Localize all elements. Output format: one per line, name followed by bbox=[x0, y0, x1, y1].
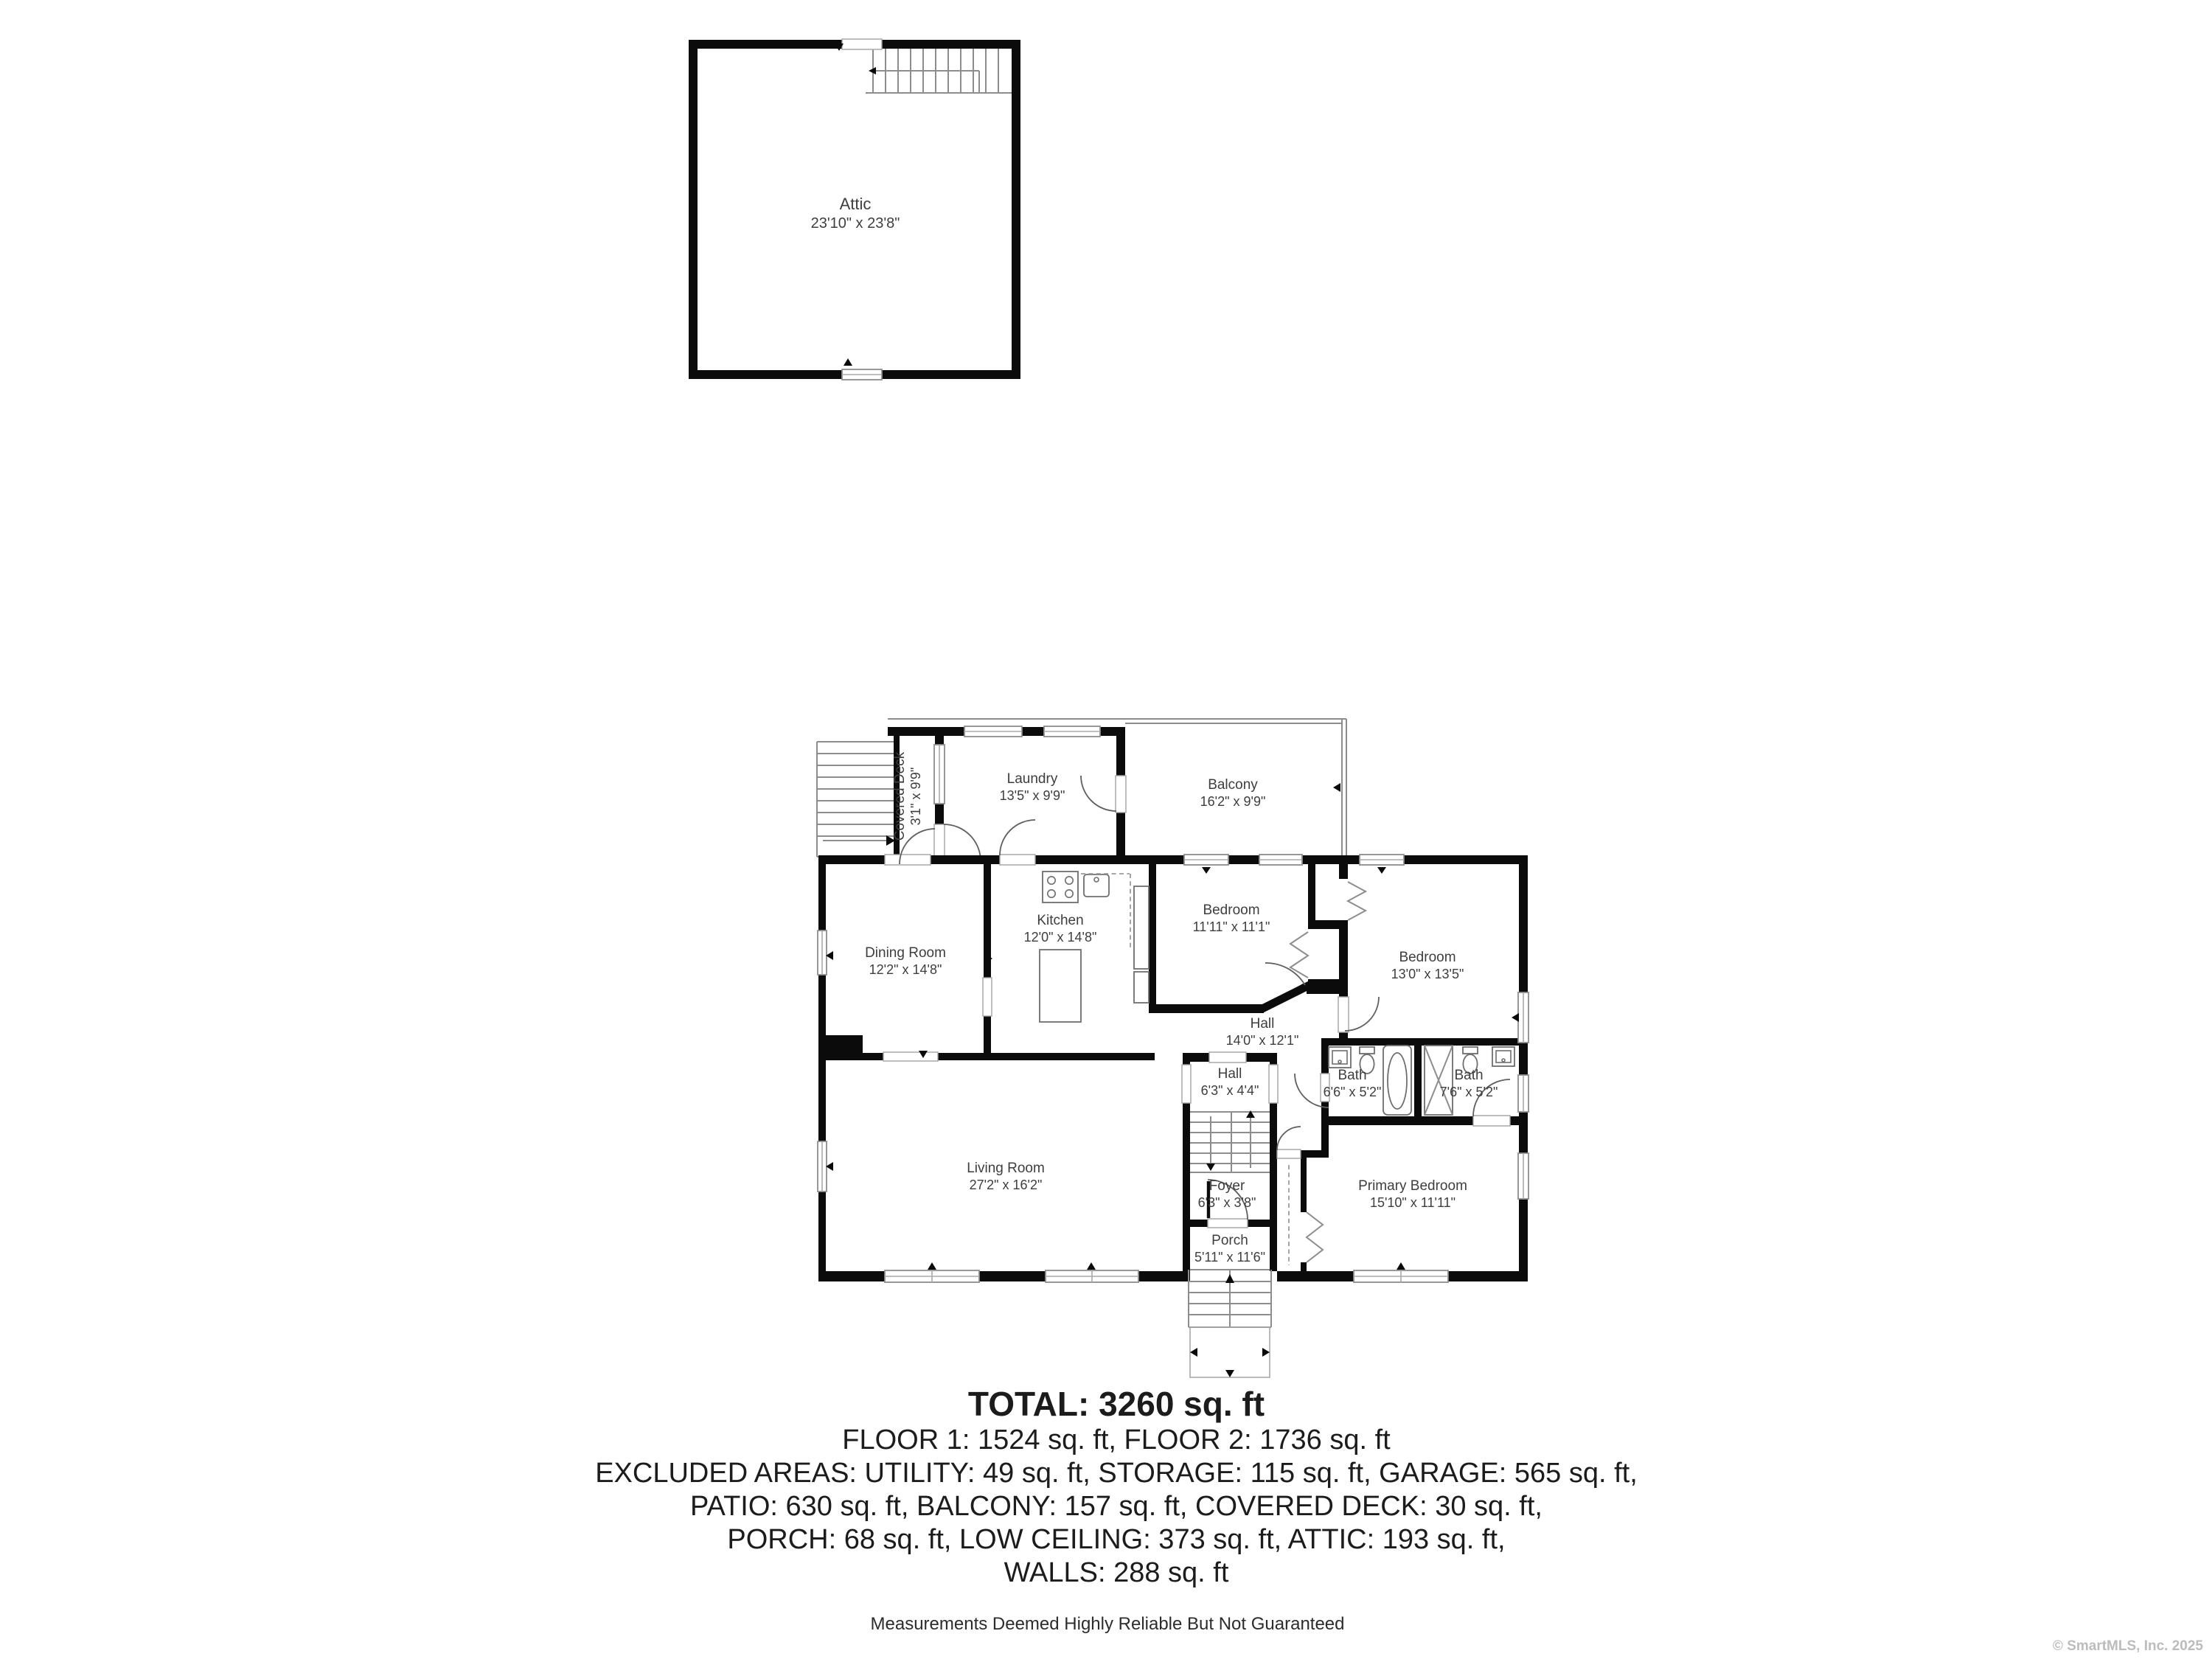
attic-stairs bbox=[866, 49, 1012, 93]
bath-left-dims: 6'6" x 5'2" bbox=[1323, 1085, 1382, 1099]
summary-excluded-3: PORCH: 68 sq. ft, LOW CEILING: 373 sq. ft, ATTIC: 193 sq. ft, bbox=[727, 1524, 1506, 1555]
bath-right-dims: 7'6" x 5'2" bbox=[1439, 1085, 1498, 1099]
main-floor-plan bbox=[818, 783, 1528, 1377]
primary-bedroom-label: Primary Bedroom bbox=[1358, 1178, 1467, 1194]
attic-plan bbox=[689, 39, 1020, 380]
summary-total: TOTAL: 3260 sq. ft bbox=[967, 1385, 1265, 1423]
copyright-notice: © SmartMLS, Inc. 2025 bbox=[2052, 1638, 2203, 1654]
kitchen-fixtures bbox=[1040, 872, 1149, 1022]
hall-dims: 14'0" x 12'1" bbox=[1225, 1033, 1299, 1048]
bedroom-right-dims: 13'0" x 13'5" bbox=[1391, 967, 1464, 981]
living-room-label: Living Room bbox=[967, 1161, 1045, 1176]
attic-room-dims: 23'10" x 23'8" bbox=[810, 215, 900, 232]
living-room-dims: 27'2" x 16'2" bbox=[969, 1178, 1043, 1192]
hall-small-label: Hall bbox=[1217, 1066, 1242, 1082]
laundry-room-dims: 13'5" x 9'9" bbox=[999, 788, 1065, 803]
summary-floors: FLOOR 1: 1524 sq. ft, FLOOR 2: 1736 sq. ft bbox=[842, 1425, 1391, 1455]
porch-label: Porch bbox=[1211, 1233, 1248, 1248]
porch-steps bbox=[1189, 1270, 1271, 1377]
covered-deck-label bbox=[892, 751, 923, 841]
bath-right-label: Bath bbox=[1454, 1068, 1484, 1083]
second-floor-annex bbox=[817, 719, 1346, 861]
foyer-label: Foyer bbox=[1208, 1178, 1245, 1194]
bath-left-label: Bath bbox=[1338, 1068, 1367, 1083]
covered-deck-room-dims: 3'1" x 9'9" bbox=[908, 767, 923, 826]
kitchen-room-label: Kitchen bbox=[1037, 913, 1084, 928]
dining-room-dims: 12'2" x 14'8" bbox=[869, 962, 942, 977]
hall-small-dims: 6'3" x 4'4" bbox=[1200, 1083, 1259, 1098]
porch-dims: 5'11" x 11'6" bbox=[1194, 1250, 1266, 1265]
hall-label: Hall bbox=[1250, 1016, 1275, 1032]
laundry-room-label: Laundry bbox=[1006, 771, 1058, 787]
bedroom-middle-dims: 11'11" x 11'1" bbox=[1192, 919, 1270, 934]
kitchen-room-dims: 12'0" x 14'8" bbox=[1023, 930, 1097, 945]
covered-deck-room-label: Covered Deck bbox=[892, 751, 908, 841]
attic-room-label: Attic bbox=[839, 195, 872, 213]
foyer-dims: 6'3" x 3'8" bbox=[1197, 1195, 1256, 1210]
bedroom-middle-label: Bedroom bbox=[1203, 902, 1260, 918]
main-walls bbox=[818, 855, 1528, 1281]
bedroom-right-label: Bedroom bbox=[1399, 950, 1456, 965]
hall-stairs bbox=[1190, 1110, 1270, 1172]
main-windows bbox=[818, 855, 1528, 1282]
primary-bedroom-dims: 15'10" x 11'11" bbox=[1369, 1195, 1456, 1210]
summary-excluded-1: EXCLUDED AREAS: UTILITY: 49 sq. ft, STORAGE: 115 sq. ft, GARAGE: 565 sq. ft, bbox=[595, 1458, 1638, 1489]
balcony-room-dims: 16'2" x 9'9" bbox=[1200, 794, 1266, 809]
summary-disclaimer: Measurements Deemed Highly Reliable But Not Guaranteed bbox=[870, 1614, 1345, 1634]
summary-block bbox=[595, 1385, 2203, 1654]
balcony-room-label: Balcony bbox=[1208, 777, 1258, 793]
covered-deck-stairs bbox=[817, 742, 900, 857]
summary-excluded-4: WALLS: 288 sq. ft bbox=[1004, 1557, 1229, 1588]
main-door-arcs bbox=[900, 820, 1510, 1220]
dining-room-label: Dining Room bbox=[865, 945, 946, 961]
summary-excluded-2: PATIO: 630 sq. ft, BALCONY: 157 sq. ft, COVERED DECK: 30 sq. ft, bbox=[690, 1491, 1543, 1522]
